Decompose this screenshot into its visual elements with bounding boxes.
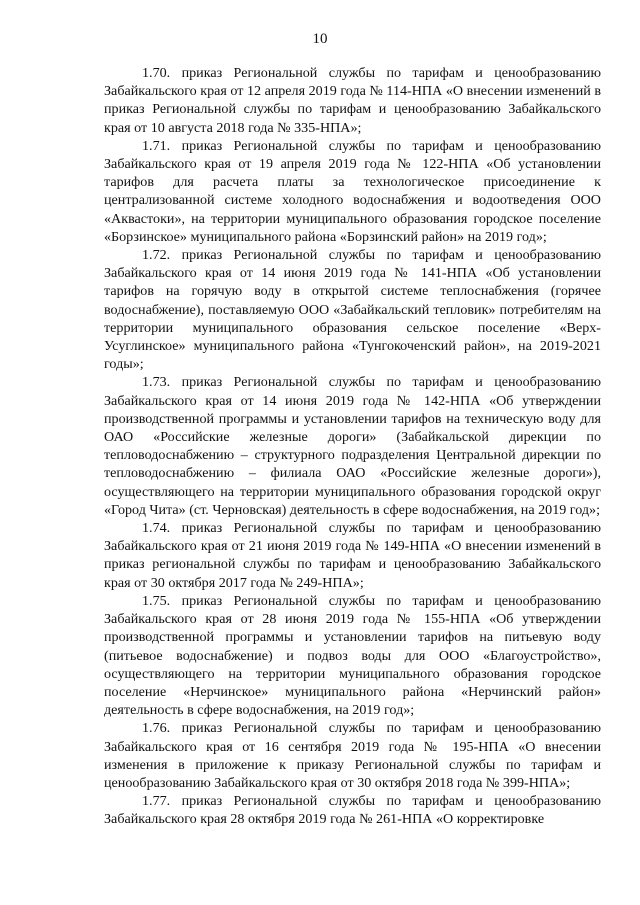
list-item-1-75: 1.75. приказ Региональной службы по тарифам и ценообразованию Забайкальского края от 28 июня 2019 года № 155-НПА «Об утверждении производственной программы и установлении тарифов на питьевую воду (питьевое водоснабжение) и подвоз воды для ООО «Благоустройство», осуществляющего на территории муниципального образования городское поселение «Нерчинское» муниципального района «Нерчинский район» деятельность в сфере водоснабжения, на 2019 год»;: [104, 592, 601, 719]
list-item-1-71: 1.71. приказ Региональной службы по тарифам и ценообразованию Забайкальского края от 19 апреля 2019 года № 122-НПА «Об установлении тарифов для расчета платы за технологическое присоединение к централизованной системе холодного водоснабжения и водоотведения ООО «Аквастоки», на территории муниципального образования городское поселение «Борзинское» муниципального района «Борзинский район» на 2019 год»;: [104, 137, 601, 245]
list-item-1-77: 1.77. приказ Региональной службы по тарифам и ценообразованию Забайкальского края 28 октября 2019 года № 261-НПА «О корректировке: [104, 793, 601, 828]
page-number: 10: [312, 31, 328, 47]
list-item-1-70: 1.70. приказ Региональной службы по тарифам и ценообразованию Забайкальского края от 12 апреля 2019 года № 114-НПА «О внесении изменений в приказ Региональной службы по тарифам и ценообразованию Забайкальского края от 10 августа 2018 года № 335-НПА»;: [104, 65, 601, 136]
list-item-1-76: 1.76. приказ Региональной службы по тарифам и ценообразованию Забайкальского края от 16 сентября 2019 года № 195-НПА «О внесении изменения в приложение к приказу Региональной службы по тарифам и ценообразованию Забайкальского края от 30 октября 2018 года № 399-НПА»;: [104, 720, 601, 791]
list-item-1-73: 1.73. приказ Региональной службы по тарифам и ценообразованию Забайкальского края от 14 июня 2019 года № 142-НПА «Об утверждении производственной программы и установлении тарифов на техническую воду для ОАО «Российские железные дороги» (Забайкальской дирекции по тепловодоснабжению – структурного подразделения Центральной дирекции по тепловодоснабжению – филиала ОАО «Российские железные дороги»), осуществляющего на территории муниципального образования городской округ «Город Чита» (ст. Черновская) деятельность в сфере водоснабжения, на 2019 год»;: [104, 374, 601, 518]
list-item-1-72: 1.72. приказ Региональной службы по тарифам и ценообразованию Забайкальского края от 14 июня 2019 года № 141-НПА «Об установлении тарифов на горячую воду в открытой системе теплоснабжения (горячее водоснабжение), поставляемую ООО «Забайкальский тепловик» потребителям на территории муниципального образования сельское поселение «Верх-Усуглинское» муниципального района «Тунгокоченский район», на 2019-2021 годы»;: [104, 247, 601, 373]
list-item-1-74: 1.74. приказ Региональной службы по тарифам и ценообразованию Забайкальского края от 21 июня 2019 года № 149-НПА «О внесении изменений в приказ региональной службы по тарифам и ценообразованию Забайкальского края от 30 октября 2017 года № 249-НПА»;: [104, 520, 601, 591]
document-body: [104, 64, 601, 829]
